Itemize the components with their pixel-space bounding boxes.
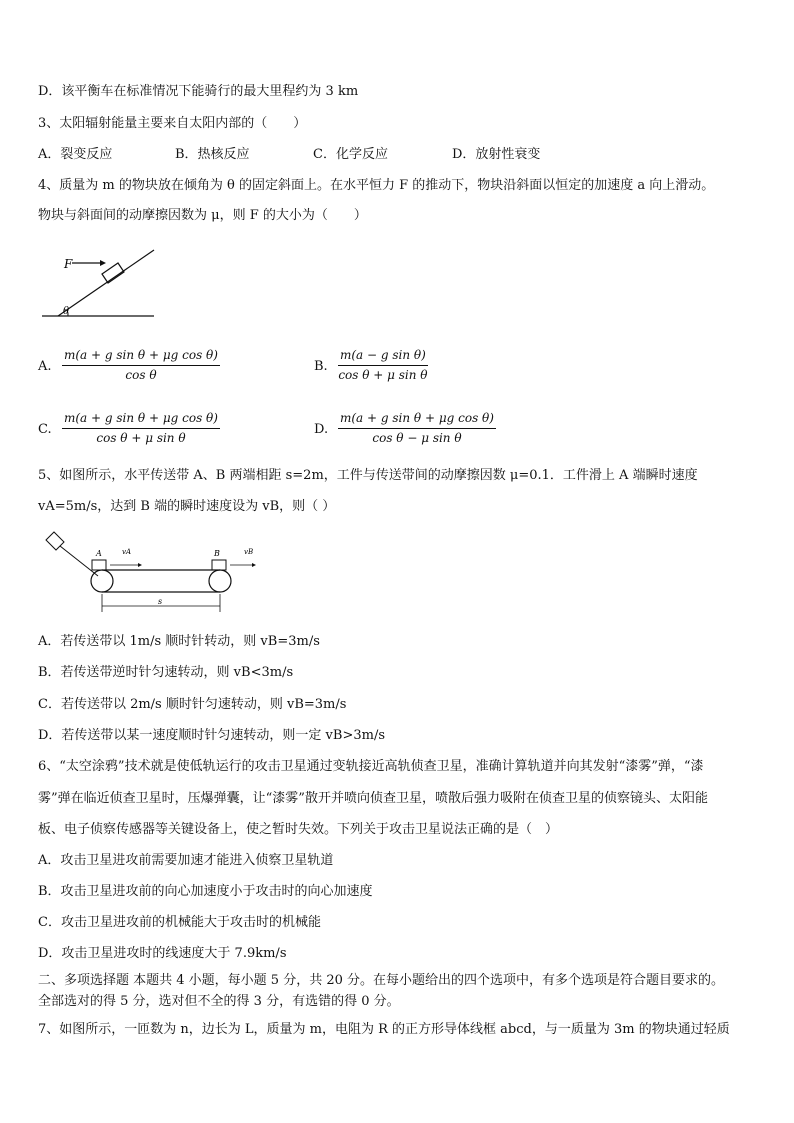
workpiece-at-a <box>92 560 106 570</box>
q4-stem-line1: 4、质量为 m 的物块放在倾角为 θ 的固定斜面上。在水平恒力 F 的推动下，物块沿斜面以恒定的加速度 a 向上滑动。 <box>38 178 715 193</box>
q5-conveyor-figure <box>40 528 265 618</box>
section2-heading-line2: 全部选对的得 5 分，选对但不全的得 3 分，有选错的得 0 分。 <box>38 994 400 1009</box>
q6-stem-line3: 板、电子侦察传感器等关键设备上，使之暂时失效。下列关于攻击卫星说法正确的是（ ） <box>38 822 559 837</box>
section2-heading-line1: 二、多项选择题 本题共 4 小题，每小题 5 分，共 20 分。在每小题给出的四个选项中，有多个选项是符合题目要求的。 <box>38 973 725 988</box>
force-label: F <box>64 257 73 271</box>
q4-option-b-label: B. <box>314 359 328 374</box>
q4-option-a-label: A. <box>38 359 52 374</box>
fraction-numerator: m(a + g sin θ + μg cos θ) <box>62 411 220 429</box>
q4-option-c-label: C. <box>38 422 52 437</box>
q6-option-c: C．攻击卫星进攻前的机械能大于攻击时的机械能 <box>38 915 321 930</box>
q4-option-a-fraction <box>62 348 220 383</box>
velocity-a-arrowhead <box>138 563 142 567</box>
workpiece-at-b <box>212 560 226 570</box>
q3-option-d: D．放射性衰变 <box>452 147 541 162</box>
pulley-left <box>91 570 113 592</box>
q6-stem-line1: 6、“太空涂鸦”技术就是使低轨运行的攻击卫星通过变轨接近高轨侦查卫星，准确计算轨道并向其发射“漆雾”弹，“漆 <box>38 759 704 774</box>
q6-option-d: D．攻击卫星进攻时的线速度大于 7.9km/s <box>38 946 287 961</box>
q6-option-a: A．攻击卫星进攻前需要加速才能进入侦察卫星轨道 <box>38 853 334 868</box>
q6-stem-line2: 雾”弹在临近侦查卫星时，压爆弹囊，让“漆雾”散开并喷向侦查卫星，喷散后强力吸附在侦查卫星的侦察镜头、太阳能 <box>38 791 708 806</box>
q4-option-c-fraction <box>62 411 220 446</box>
velocity-b-arrowhead <box>252 563 256 567</box>
q3-option-b: B．热核反应 <box>175 147 250 162</box>
q4-option-b-fraction <box>338 348 428 383</box>
q5-stem-line1: 5、如图所示，水平传送带 A、B 两端相距 s=2m，工件与传送带间的动摩擦因数 μ=0.1．工件滑上 A 端瞬时速度 <box>38 468 698 483</box>
velocity-a-label: vA <box>122 548 132 556</box>
fraction-denominator: cos θ + μ sin θ <box>338 368 428 382</box>
fraction-denominator: cos θ <box>125 368 157 382</box>
q5-option-b: B．若传送带逆时针匀速转动，则 vB<3m/s <box>38 665 294 680</box>
force-arrowhead <box>100 260 106 266</box>
point-b-label: B <box>214 549 220 558</box>
pulley-right <box>209 570 231 592</box>
q2-option-d: D．该平衡车在标准情况下能骑行的最大里程约为 3 km <box>38 84 359 99</box>
q5-option-a: A．若传送带以 1m/s 顺时针转动，则 vB=3m/s <box>38 634 320 649</box>
incline-surface-line <box>58 250 154 316</box>
q4-stem-line2: 物块与斜面间的动摩擦因数为 μ，则 F 的大小为（ ） <box>38 208 367 223</box>
fraction-numerator: m(a + g sin θ + μg cos θ) <box>62 348 220 366</box>
fraction-denominator: cos θ + μ sin θ <box>96 431 186 445</box>
q3-stem: 3、太阳辐射能量主要来自太阳内部的（ ） <box>38 116 307 131</box>
point-a-label: A <box>96 549 102 558</box>
q4-option-d-label: D. <box>314 422 329 437</box>
distance-label: s <box>158 597 163 606</box>
q6-option-b: B．攻击卫星进攻前的向心加速度小于攻击时的向心加速度 <box>38 884 373 899</box>
angle-label: θ <box>63 306 70 317</box>
fraction-numerator: m(a + g sin θ + μg cos θ) <box>338 411 496 429</box>
q5-option-d: D．若传送带以某一速度顺时针匀速转动，则一定 vB>3m/s <box>38 728 385 743</box>
q5-option-c: C．若传送带以 2m/s 顺时针匀速转动，则 vB=3m/s <box>38 697 347 712</box>
fraction-denominator: cos θ − μ sin θ <box>372 431 462 445</box>
q4-option-d-fraction <box>338 411 496 446</box>
q7-stem-line1: 7、如图所示，一匝数为 n，边长为 L，质量为 m，电阻为 R 的正方形导体线框 abcd，与一质量为 3m 的物块通过轻质 <box>38 1022 730 1037</box>
q3-option-c: C．化学反应 <box>313 147 388 162</box>
q3-option-a: A．裂变反应 <box>38 147 113 162</box>
q5-stem-line2: vA=5m/s，达到 B 端的瞬时速度设为 vB，则（ ） <box>38 499 336 514</box>
fraction-numerator: m(a − g sin θ) <box>338 348 428 366</box>
q4-incline-figure <box>38 238 158 320</box>
velocity-b-label: vB <box>244 548 254 556</box>
